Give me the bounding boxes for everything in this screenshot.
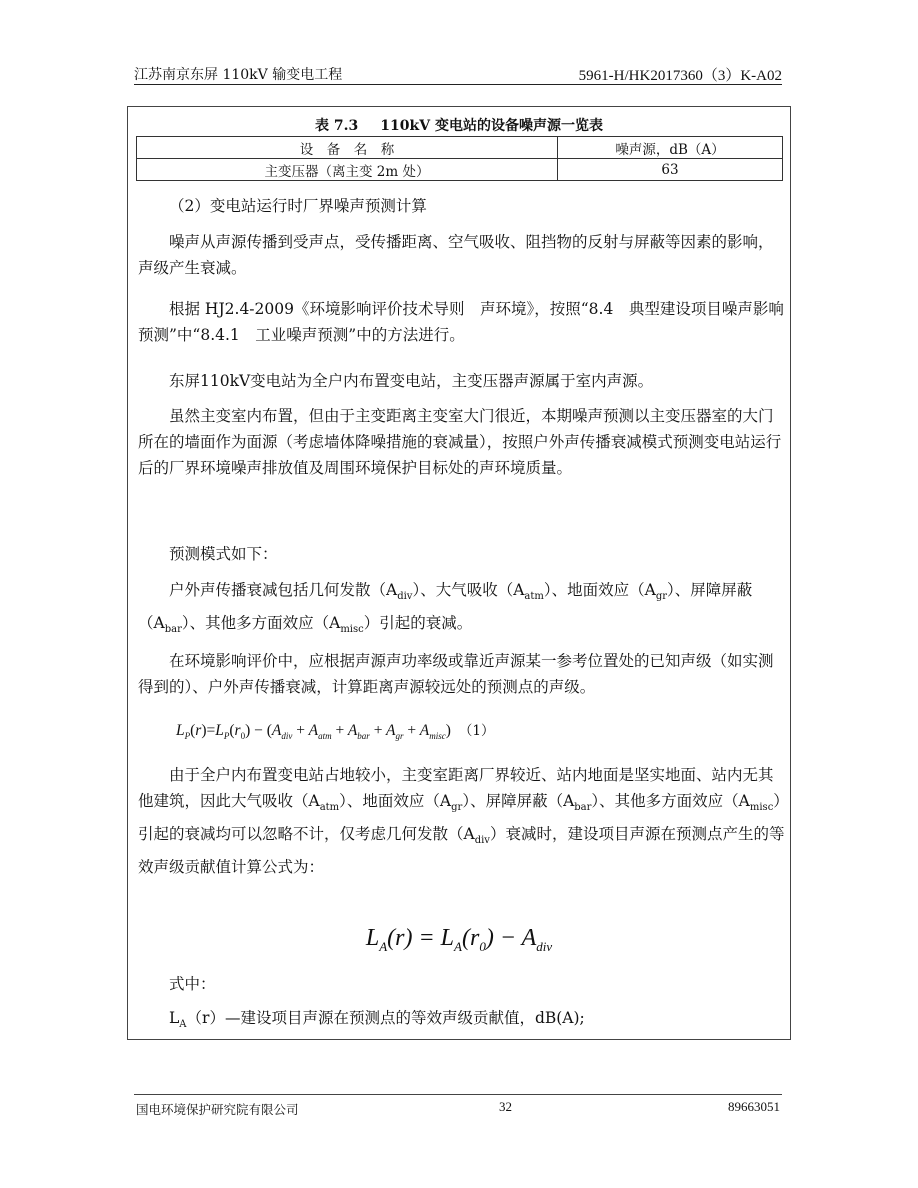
header-project-title: 江苏南京东屏 110kV 输变电工程	[134, 67, 343, 83]
page-header	[134, 62, 782, 85]
paragraph-standard: 根据 HJ2.4-2009《环境影响评价技术导则 声环境》，按照“8.4 典型建设项目噪声影响预测”中“8.4.1 工业噪声预测”中的方法进行。	[138, 300, 784, 344]
table-cell-noise: 63	[558, 159, 783, 181]
page-footer	[134, 1094, 782, 1117]
paragraph-indoor-source: 东屏110kV变电站为全户内布置变电站，主变压器声源属于室内声源。	[169, 372, 654, 390]
paragraph-definition: $L_A(r)—$建设项目声源在预测点的等效声级贡献值，dB(A);	[169, 1009, 585, 1031]
footer-organization: 国电环境保护研究院有限公司	[136, 1102, 299, 1117]
formula-number: （1）	[458, 723, 495, 739]
paragraph-attenuation-terms: 户外声传播衰减包括几何发散$(A_{div})$、大气吸收$(A_{atm})$、地面效应$(A_{gr})$、屏障屏蔽$(A_{bar})$、其他多方面效应$(A_{misc})$引起的衰减。	[138, 581, 753, 636]
paragraph-where: 式中：	[169, 975, 216, 993]
table-caption-title: 110kV 变电站的设备噪声源一览表	[380, 118, 603, 134]
table-header-noise: 噪声源，dB（A）	[558, 137, 783, 159]
section-heading: （2）变电站运行时厂界噪声预测计算	[169, 197, 427, 215]
paragraph-method: 虽然主变室内布置，但由于主变距离主变室大门很近，本期噪声预测以主变压器室的大门所在的墙面作为面源（考虑墙体降噪措施的衰减量），按照户外声传播衰减模式预测变电站运行后的厂界环境噪声排放值及周围环境保护目标处的声环境质量。	[138, 407, 782, 477]
formula-contribution: $L_A(r) = L_A(r_0) - A_{div}$	[365, 925, 553, 954]
table-caption-number: 表 7.3	[315, 118, 359, 134]
formula-sound-level: $L_P(r)=L_P(r_0) - (A_{div} + A_{atm} + A_{bar} + A_{gr} + A_{misc})$ （1）	[176, 722, 495, 742]
content-frame	[127, 106, 791, 1040]
table-caption	[128, 115, 790, 135]
noise-source-table	[136, 136, 783, 181]
footer-page-number: 32	[499, 1099, 512, 1114]
table-cell-equipment: 主变压器（离主变 2m 处）	[137, 159, 558, 181]
header-document-number: 5961-H/HK2017360（3）K-A02	[578, 68, 782, 84]
footer-code: 89663051	[728, 1099, 780, 1114]
table-header-row	[137, 137, 783, 159]
paragraph-simplification: 由于全户内布置变电站占地较小，主变室距离厂界较近、站内地面是坚实地面、站内无其他建筑，因此大气吸收$(A_{atm})$、地面效应$(A_{gr})$、屏障屏蔽$(A_{bar})$、其他多方面效应$(A_{misc})$引起的衰减均可以忽略不计，仅考虑几何发散$(A_{div})$衰减时，建设项目声源在预测点产生的等效声级贡献值计算公式为：	[138, 766, 785, 877]
table-row	[137, 159, 783, 181]
table-header-equipment: 设 备 名 称	[137, 137, 558, 159]
paragraph-attenuation: 噪声从声源传播到受声点，受传播距离、空气吸收、阻挡物的反射与屏蔽等因素的影响，声级产生衰减。	[138, 233, 774, 277]
paragraph-model-intro: 预测模式如下：	[169, 545, 278, 563]
paragraph-evaluation: 在环境影响评价中，应根据声源声功率级或靠近声源某一参考位置处的已知声级（如实测得到的）、户外声传播衰减，计算距离声源较远处的预测点的声级。	[138, 652, 774, 696]
